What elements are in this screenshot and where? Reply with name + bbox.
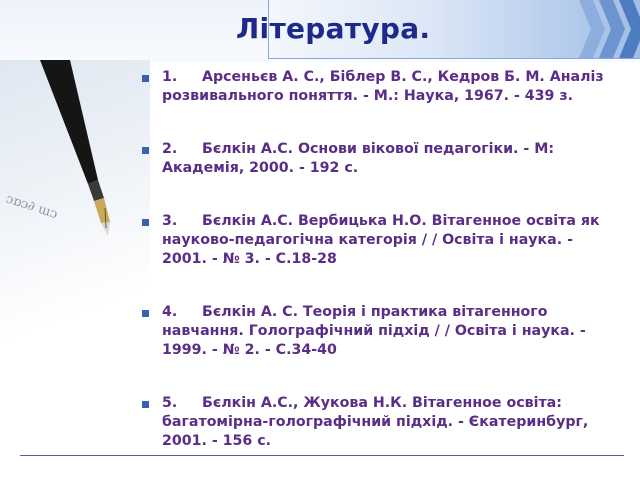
item-number: 2. (162, 141, 178, 157)
item-number: 4. (162, 304, 178, 320)
chevron-decoration-icon (571, 0, 640, 58)
pen-photo (0, 60, 150, 360)
item-text: Бєлкін А.С., Жукова Н.К. Вітагенное освіта: багатомірна-голографічний підхід. - Єкатеринбург, 2001. - 156 с. (162, 395, 589, 449)
square-bullet-icon (142, 75, 149, 82)
list-item (142, 394, 612, 451)
square-bullet-icon (142, 401, 149, 408)
item-text: Бєлкін А. С. Теорія і практика вітагенного навчання. Голографічний підхід / / Освіта і наука. - 1999. - № 2. - С.34-40 (162, 304, 586, 358)
square-bullet-icon (142, 310, 149, 317)
svg-text:ᴐɒᴐ∂ ɯᴐ: ᴐɒᴐ∂ ɯᴐ (4, 191, 60, 223)
square-bullet-icon (142, 147, 149, 154)
item-number: 1. (162, 69, 178, 85)
square-bullet-icon (142, 219, 149, 226)
list-item (142, 212, 612, 269)
list-item (142, 140, 612, 178)
item-text: Арсеньєв А. С., Біблер В. С., Кедров Б. М. Аналіз розвивального поняття. - М.: Наука, 1967. - 439 з. (162, 69, 604, 104)
item-text: Бєлкін А.С. Вербицька Н.О. Вітагенное освіта як науково-педагогічна категорія / / Освіта і наука. - 2001. - № 3. - С.18-28 (162, 213, 600, 267)
item-text: Бєлкін А.С. Основи вікової педагогіки. - М: Академія, 2000. - 192 с. (162, 141, 554, 176)
reference-list (142, 68, 612, 485)
footer-divider (20, 455, 624, 456)
item-number: 5. (162, 395, 178, 411)
item-number: 3. (162, 213, 178, 229)
slide-title: Література. (236, 12, 431, 45)
list-item (142, 303, 612, 360)
list-item (142, 68, 612, 106)
fountain-pen-icon (0, 60, 150, 250)
